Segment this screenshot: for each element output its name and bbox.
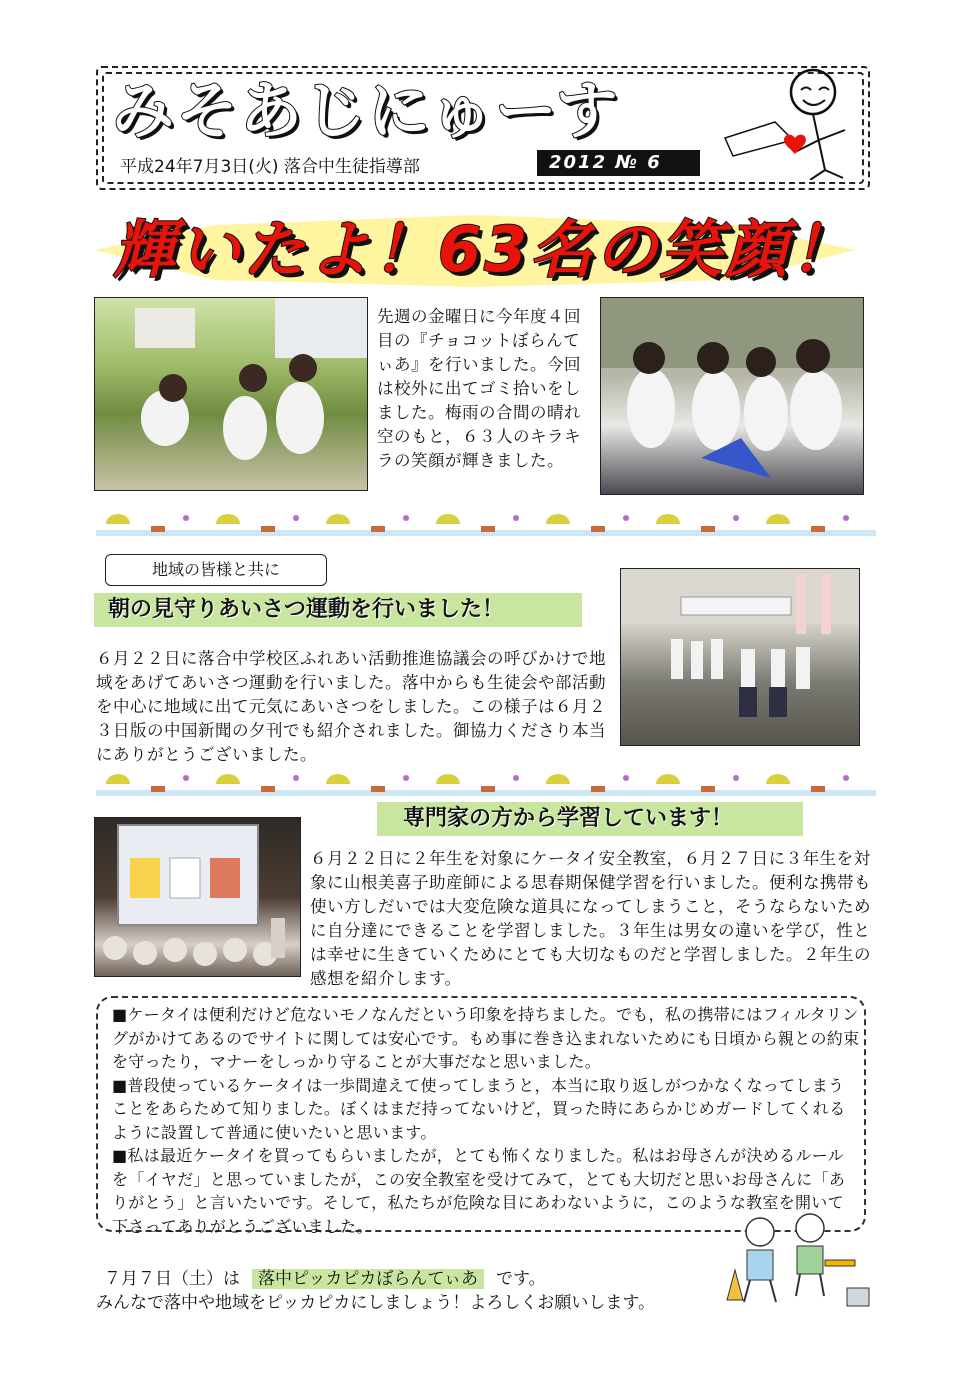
newsletter-title: みそあじにゅーす: [112, 74, 620, 147]
umbrella-divider: [96, 768, 876, 804]
article1-text: 先週の金曜日に今年度４回目の『チョコットぼらんてぃあ』を行いました。今回は校外に出てゴミ拾いをしました。梅雨の合間の晴れ空のもと，６３人のキラキラの笑顔が輝きました。: [377, 307, 581, 470]
issue-date-department: 平成24年7月3日(火) 落合中生徒指導部: [120, 157, 420, 177]
umbrella-divider: [96, 508, 876, 544]
greeting-campaign-photo: [620, 568, 860, 746]
girls-smiling-photo: [600, 297, 864, 495]
speech-bubble-label: 地域の皆様と共に: [105, 554, 327, 586]
students-litter-pickup-photo: [94, 297, 368, 491]
article3-heading: 専門家の方から学習しています！: [377, 802, 803, 836]
main-headline: 輝いたよ！63名の笑顔！: [113, 213, 856, 286]
stickman-kite-icon: [715, 60, 875, 180]
safety-class-photo: [94, 817, 301, 977]
article3-text: ６月２２日に２年生を対象にケータイ安全教室，６月２７日に３年生を対象に山根美喜子助産師による思春期保健学習を行いました。便利な携帯も使い方しだいでは大変危険な道具になってしまうこと，そうならないために自分達にできることを学習しました。３年生は男女の違いを学び，性とは幸せに生きていくためにとても大切なものだと学習しました。２年生の感想を紹介します。: [310, 849, 871, 988]
impression-item: ■私は最近ケータイを買ってもらいましたが，とても怖くなりました。私はお母さんが決めるルールを「イヤだ」と思っていましたが，この安全教室を受けてみて，とても大切だと思いお母さんに「ありがとう」と言いたいです。そして，私たちが危険な目にあわないように，このような教室を開いて下さってありがとうございました。: [112, 1146, 846, 1236]
event-announcement: [104, 1264, 546, 1289]
event-invitation: みんなで落中や地域をピッカピカにしましょう！よろしくお願いします。: [96, 1293, 655, 1313]
impression-item: ■普段使っているケータイは一歩間違えて使ってしまうと，本当に取り返しがつかなくなってしまうことをあらためて知りました。ぼくはまだ持ってないけど，買った時にあらかじめガードしてくれるように設置して普通に使いたいと思います。: [112, 1075, 846, 1142]
issue-number: 2012 № 6: [537, 150, 700, 176]
cleaning-kids-illustration: [715, 1210, 875, 1310]
student-impressions: [112, 1003, 860, 1238]
article2-text: ６月２２日に落合中学校区ふれあい活動推進協議会の呼びかけで地域をあげてあいさつ運動を行いました。落中からも生徒会や部活動を中心に地域に出て元気にあいさつをしました。この様子は６月２３日版の中国新聞の夕刊でも紹介されました。御協力くださり本当にありがとうございました。: [96, 649, 606, 764]
impression-item: ■ケータイは便利だけど危ないモノなんだという印象を持ちました。でも，私の携帯にはフィルタリングがかけてあるのでサイトに関しては安心です。もめ事に巻き込まれないためにも日頃から親との約束を守ったり，マナーをしっかり守ることが大事だなと思いました。: [112, 1005, 860, 1071]
event-name: 落中ピッカピカぼらんてぃあ: [252, 1269, 484, 1289]
article2-heading: 朝の見守りあいさつ運動を行いました！: [94, 593, 582, 627]
event-suffix: です。: [495, 1269, 546, 1289]
event-date: ７月７日（土）は: [104, 1269, 240, 1289]
